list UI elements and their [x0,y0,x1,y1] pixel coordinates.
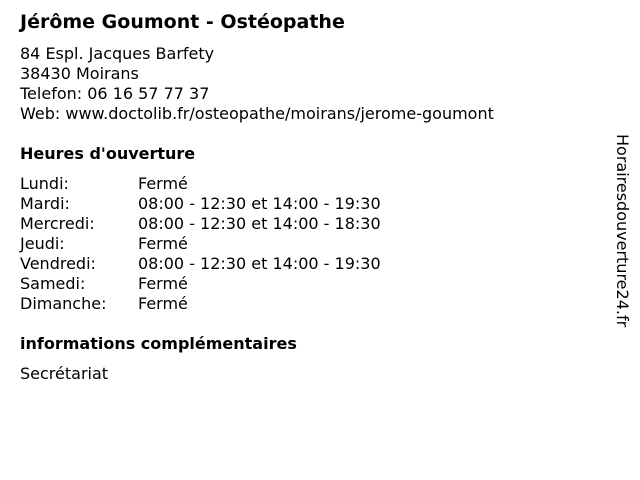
day-label: Samedi: [20,274,86,293]
watermark: Horairesdouverture24.fr [613,134,632,328]
day-hours: Fermé [138,234,188,253]
day-label: Jeudi: [20,234,65,253]
info-heading: informations complémentaires [20,334,297,353]
day-hours: Fermé [138,274,188,293]
info-text: Secrétariat [20,364,109,383]
business-name: Jérôme Goumont - Ostéopathe [20,11,345,33]
city: 38430 Moirans [20,64,139,83]
day-hours: Fermé [138,174,188,193]
phone: Telefon: 06 16 57 77 37 [20,84,210,103]
day-hours: 08:00 - 12:30 et 14:00 - 18:30 [138,214,381,233]
day-hours: 08:00 - 12:30 et 14:00 - 19:30 [138,254,381,273]
street-address: 84 Espl. Jacques Barfety [20,44,215,63]
contact-block [20,44,494,124]
day-label: Dimanche: [20,294,107,313]
day-hours: Fermé [138,294,188,313]
day-label: Vendredi: [20,254,96,273]
day-hours: 08:00 - 12:30 et 14:00 - 19:30 [138,194,381,213]
website: Web: www.doctolib.fr/osteopathe/moirans/jerome-goumont [20,104,494,123]
day-label: Mercredi: [20,214,95,233]
day-label: Lundi: [20,174,69,193]
hours-heading: Heures d'ouverture [20,144,196,163]
day-label: Mardi: [20,194,70,213]
